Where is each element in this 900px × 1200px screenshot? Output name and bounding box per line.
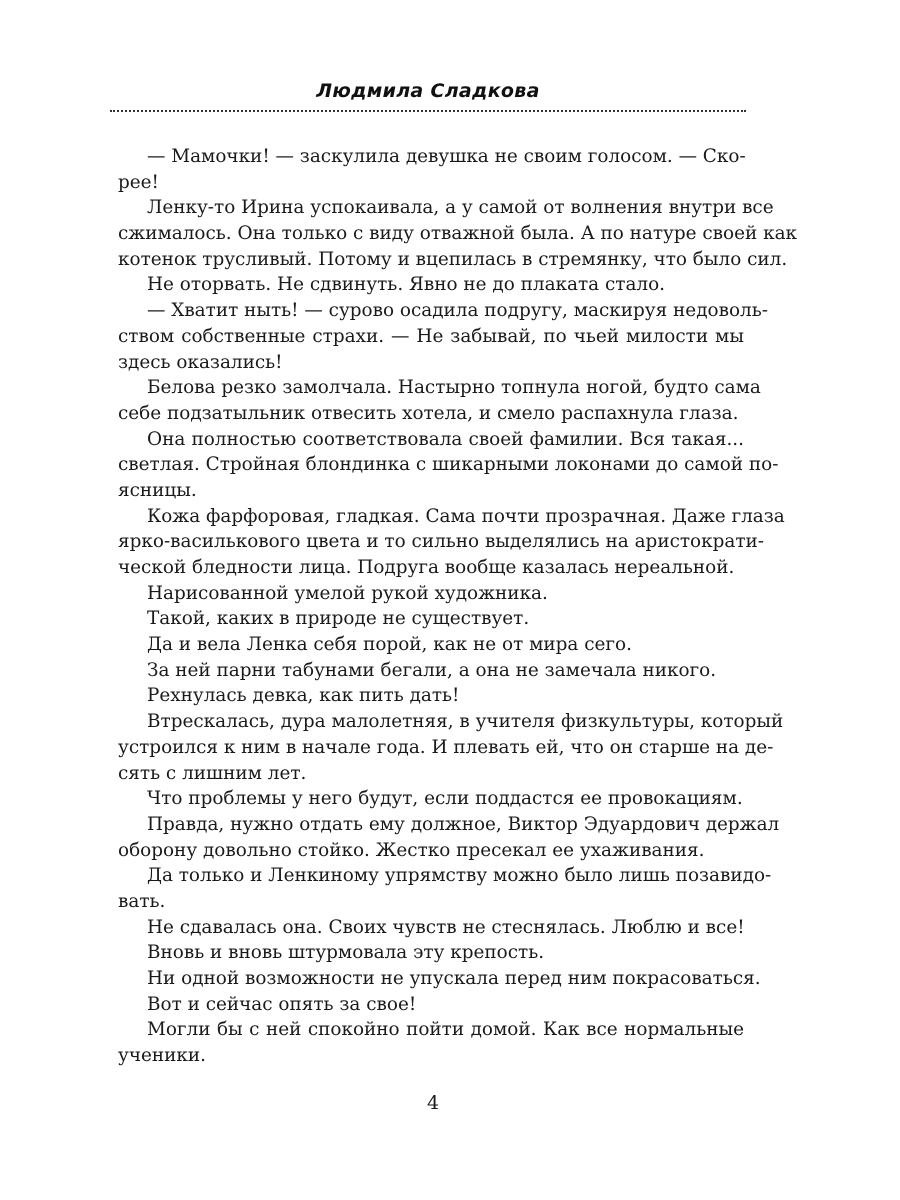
text-line: За ней парни табунами бегали, а она не замечала никого. (147, 659, 717, 681)
text-line: Правда, нужно отдать ему должное, Виктор Эдуардович держал (147, 813, 780, 835)
dotted-header-rule (110, 110, 746, 112)
paragraph (118, 992, 744, 1018)
text-line: оборону довольно стойко. Жестко пресекал ее ухаживания. (118, 839, 705, 861)
paragraph (118, 375, 761, 426)
text-line: — Мамочки! — заскулила девушка не своим голосом. — Ско- (147, 146, 746, 167)
text-line: Да и вела Ленка себя порой, как не от мира сего. (147, 634, 632, 656)
paragraph (118, 632, 744, 658)
paragraph (118, 581, 744, 607)
text-line: ясницы. (118, 479, 197, 501)
text-line: ством собственные страхи. — Не забывай, по чьей милости мы (118, 325, 744, 347)
paragraph (118, 427, 779, 504)
text-line: Что проблемы у него будут, если поддастся ее провокациям. (147, 788, 743, 810)
text-line: устроился к ним в начале года. И плевать ей, что он старше на де- (118, 736, 774, 758)
paragraph (118, 915, 744, 941)
text-line: Белова резко замолчала. Настырно топнула ногой, будто сама (147, 377, 761, 399)
paragraph (118, 1017, 744, 1068)
running-head-author: Людмила Сладкова (316, 80, 540, 102)
text-line: себе подзатыльник отвесить хотела, и смело распахнула глаза. (118, 402, 739, 424)
paragraph (118, 786, 744, 812)
paragraph (118, 195, 798, 272)
page-number: 4 (426, 1092, 440, 1114)
text-line: вать. (118, 890, 166, 912)
paragraph (118, 298, 768, 375)
text-line: здесь оказались! (118, 351, 283, 373)
text-line: Ленку-то Ирина успокаивала, а у самой от волнения внутри все (147, 197, 774, 219)
text-line: Нарисованной умелой рукой художника. (147, 582, 548, 604)
text-line: светлая. Стройная блондинка с шикарными локонами до самой по- (118, 454, 779, 476)
text-line: — Хватит ныть! — сурово осадила подругу, маскируя недоволь- (147, 300, 768, 322)
text-line: сять с лишним лет. (118, 762, 307, 784)
text-line: Вот и сейчас опять за свое! (147, 993, 417, 1015)
text-line: котенок трусливый. Потому и вцепилась в стремянку, что было сил. (118, 248, 788, 270)
paragraph (118, 812, 780, 863)
paragraph (118, 940, 744, 966)
text-line: ческой бледности лица. Подруга вообще казалась нереальной. (118, 557, 735, 578)
paragraph (118, 658, 744, 684)
text-line: Вновь и вновь штурмовала эту крепость. (147, 942, 545, 964)
text-line: сжималось. Она только с виду отважной была. А по натуре своей как (118, 223, 798, 245)
text-line: Не оторвать. Не сдвинуть. Явно не до плаката стало. (147, 274, 666, 296)
text-line: Да только и Ленкиному упрямству можно было лишь позавидо- (147, 865, 772, 887)
paragraph (118, 144, 744, 195)
paragraph (118, 606, 744, 632)
text-line: рее! (118, 171, 159, 193)
text-line: Ни одной возможности не упускала перед ним покрасоваться. (147, 968, 761, 989)
paragraph (118, 504, 785, 581)
text-line: ученики. (118, 1045, 206, 1067)
paragraph (118, 683, 744, 709)
text-line: Такой, каких в природе не существует. (147, 608, 530, 630)
text-line: Кожа фарфоровая, гладкая. Сама почти прозрачная. Даже глаза (147, 505, 785, 527)
paragraph (118, 272, 744, 298)
text-line: Рехнулась девка, как пить дать! (147, 685, 460, 707)
text-line: Не сдавалась она. Своих чувств не стеснялась. Люблю и все! (147, 916, 745, 938)
paragraph (118, 863, 772, 914)
paragraph (118, 966, 761, 992)
body-text (118, 144, 798, 1069)
paragraph (118, 709, 784, 786)
text-line: ярко-василькового цвета и то сильно выделялись на аристократи- (118, 531, 765, 553)
text-line: Втрескалась, дура малолетняя, в учителя физкультуры, который (147, 711, 784, 733)
text-line: Она полностью соответствовала своей фамилии. Вся такая... (147, 428, 744, 450)
text-line: Могли бы с ней спокойно пойти домой. Как все нормальные (147, 1019, 744, 1041)
